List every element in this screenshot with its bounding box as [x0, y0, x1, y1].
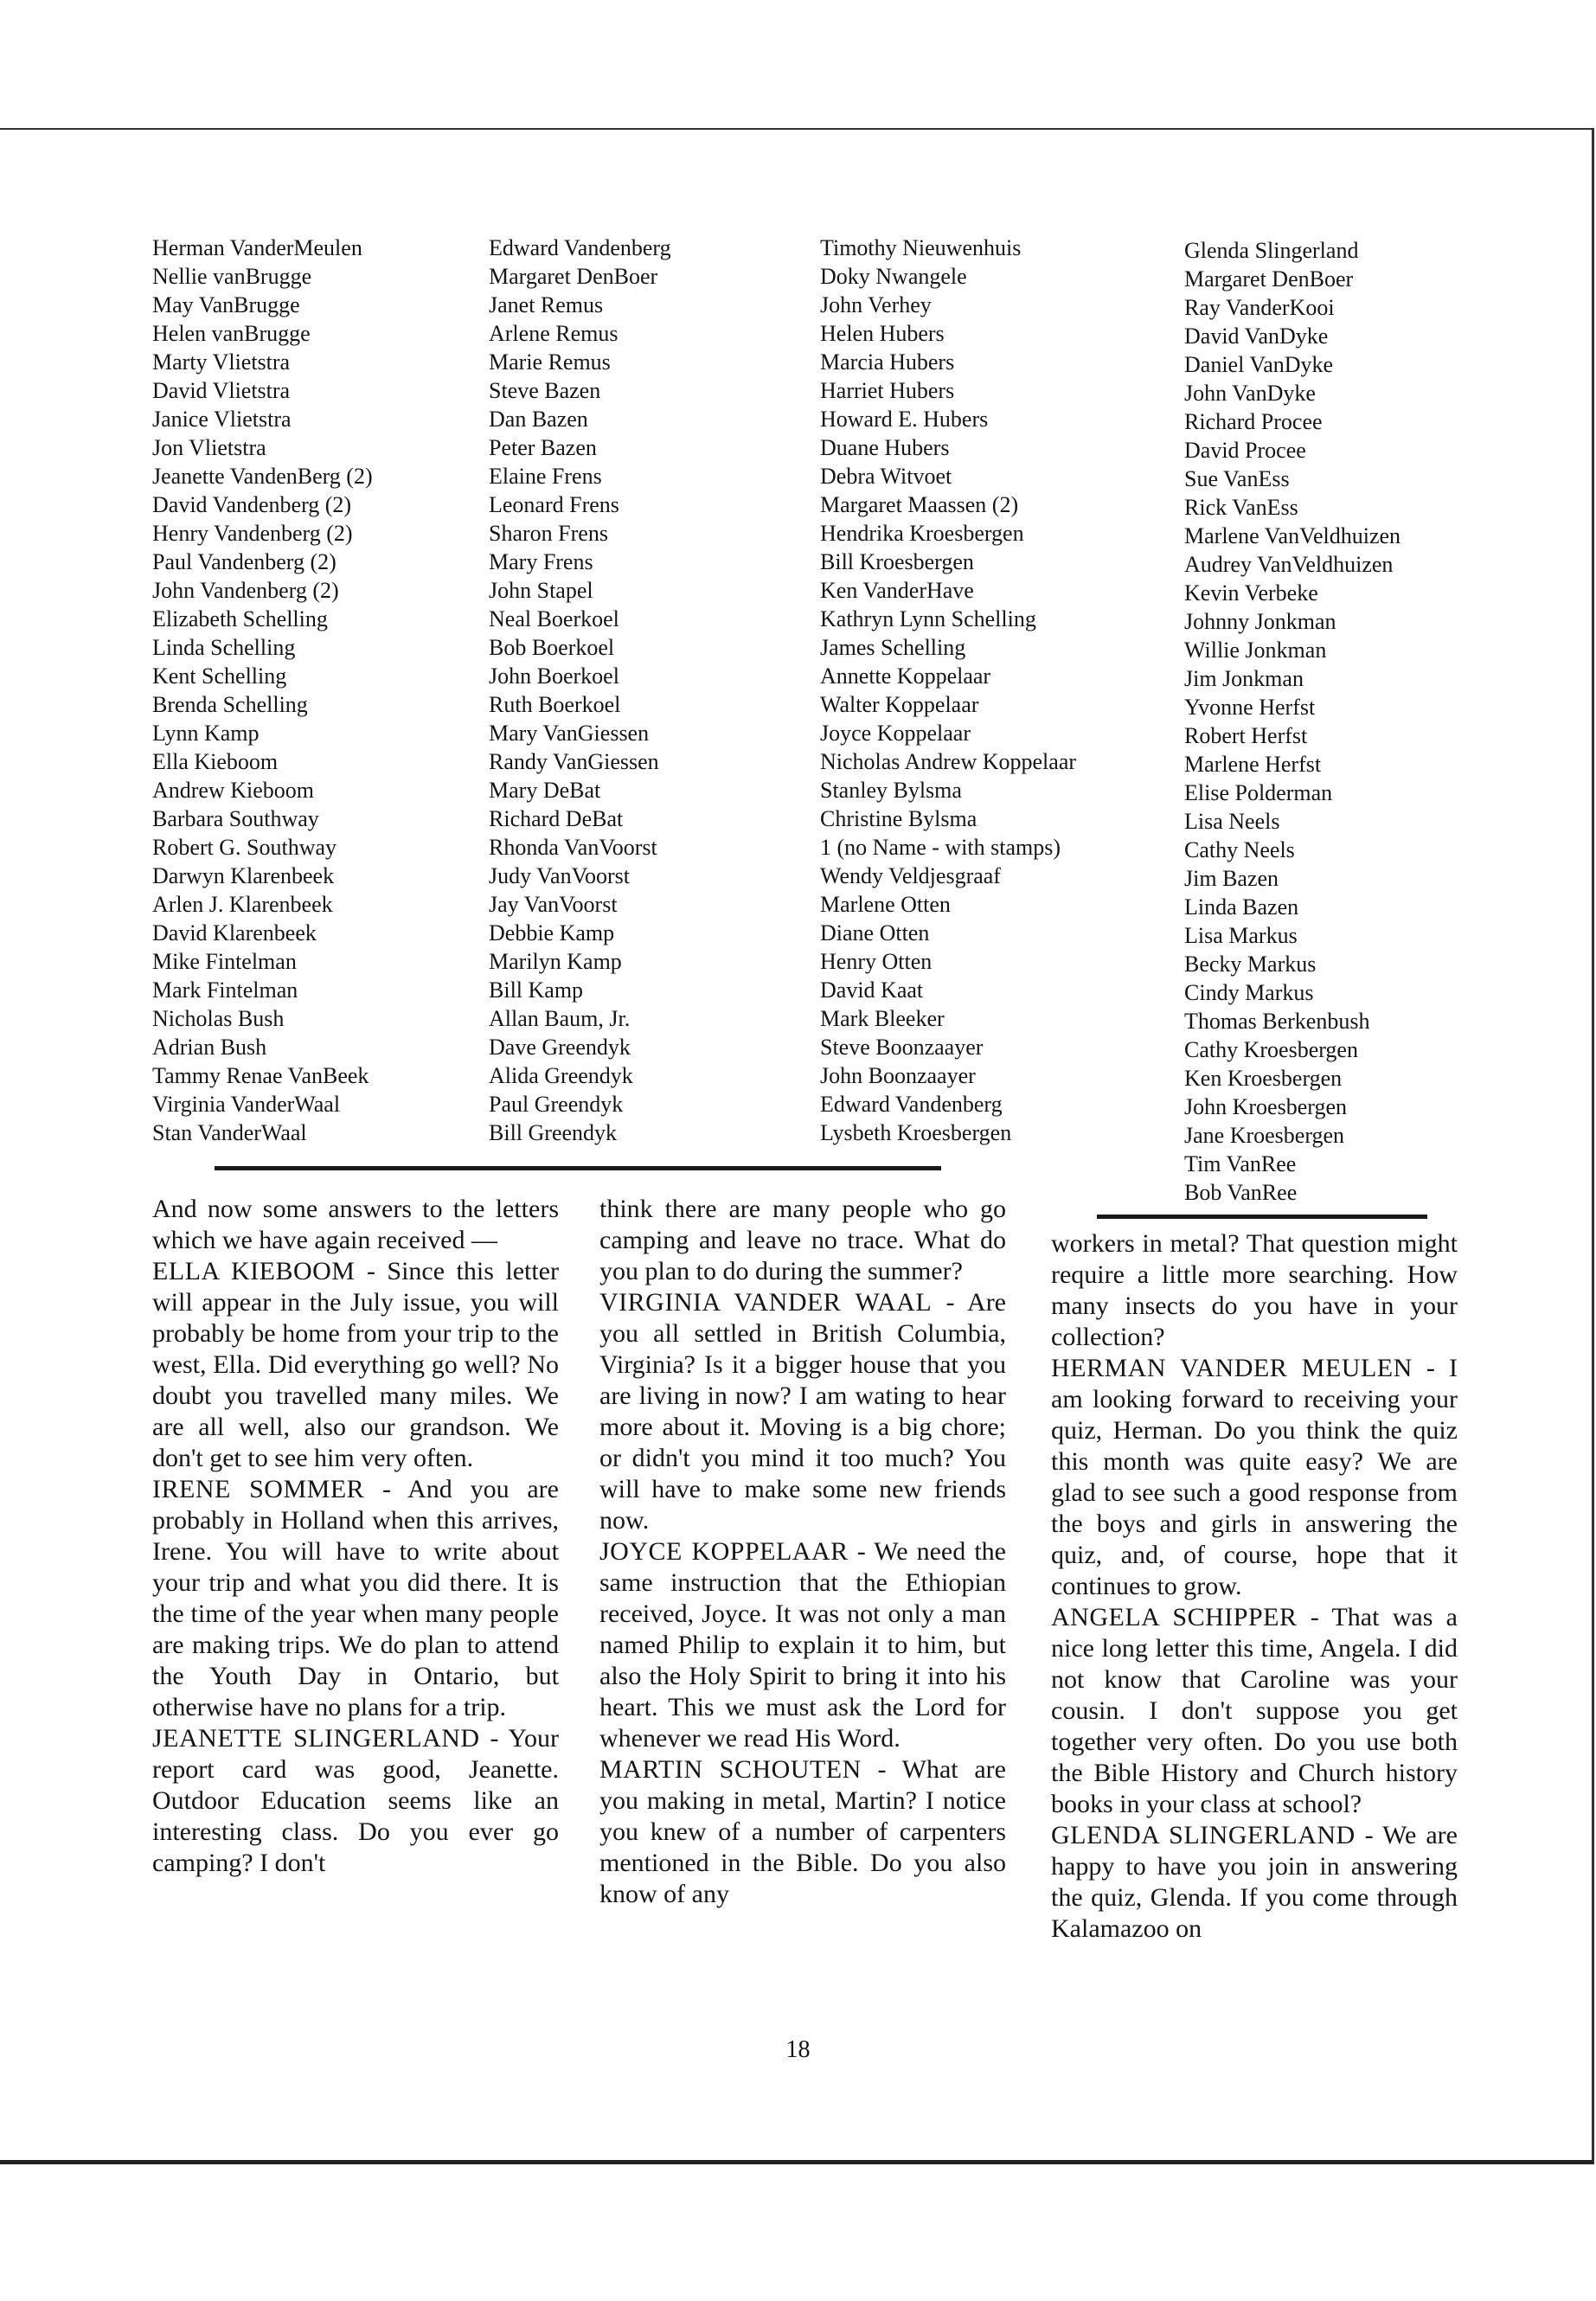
name-entry: Annette Koppelaar	[820, 663, 991, 689]
name-entry: Mark Fintelman	[152, 977, 298, 1003]
name-entry: Christine Bylsma	[820, 806, 977, 831]
name-entry: Marcia Hubers	[820, 349, 955, 375]
name-entry: Ken Kroesbergen	[1184, 1066, 1343, 1091]
name-entry: Linda Bazen	[1184, 894, 1299, 920]
letters-column-3	[1051, 1228, 1458, 1945]
name-entry: Linda Schelling	[152, 635, 296, 660]
name-entry: Ella Kieboom	[152, 749, 279, 774]
name-entry: John VanDyke	[1184, 381, 1316, 406]
name-entry: Jay VanVoorst	[489, 892, 618, 917]
name-entry: Edward Vandenberg	[489, 235, 671, 260]
name-entry: Nicholas Bush	[152, 1006, 285, 1031]
name-entry: Steve Boonzaayer	[820, 1035, 984, 1060]
name-entry: Cathy Kroesbergen	[1184, 1037, 1358, 1062]
page-number: 18	[785, 2036, 811, 2063]
name-entry: John Boerkoel	[489, 663, 619, 689]
name-entry: Ken VanderHave	[820, 578, 974, 603]
addressee-name: ANGELA SCHIPPER	[1051, 1603, 1298, 1631]
reply-continuation: think there are many people who go camping and leave no trace. What do you plan to do during the summer?	[599, 1195, 1006, 1285]
addressee-name: VIRGINIA VANDER WAAL	[599, 1288, 933, 1317]
name-entry: Lysbeth Kroesbergen	[820, 1120, 1012, 1145]
name-entry: Mary VanGiessen	[489, 721, 650, 746]
reply-continuation: workers in metal? That question might require a little more searching. How many insects do you have in your collection?	[1051, 1229, 1458, 1351]
name-entry: Thomas Berkenbush	[1184, 1009, 1370, 1034]
name-entry: Rick VanEss	[1184, 495, 1298, 520]
name-entry: Dave Greendyk	[489, 1035, 631, 1060]
name-entry: Helen Hubers	[820, 321, 945, 346]
name-entry: Margaret DenBoer	[489, 264, 658, 289]
letter-reply	[599, 1536, 1006, 1754]
name-entry: Bob Boerkoel	[489, 635, 615, 660]
name-entry: Marlene Otten	[820, 892, 951, 917]
name-entry: Dan Bazen	[489, 407, 588, 432]
name-entry: Kevin Verbeke	[1184, 580, 1318, 606]
name-entry: Edward Vandenberg	[820, 1092, 1003, 1117]
name-entry: Arlen J. Klarenbeek	[152, 892, 333, 917]
name-entry: Lisa Markus	[1184, 923, 1298, 948]
name-entry: Randy VanGiessen	[489, 749, 659, 774]
name-entry: Duane Hubers	[820, 435, 950, 460]
name-entry: Wendy Veldjesgraaf	[820, 863, 1001, 888]
letters-column-2	[599, 1194, 1006, 1910]
name-entry: Bob VanRee	[1184, 1180, 1298, 1205]
name-entry: David Vandenberg (2)	[152, 492, 352, 517]
name-entry: Audrey VanVeldhuizen	[1184, 552, 1394, 577]
name-entry: Mike Fintelman	[152, 949, 297, 974]
name-entry: Willie Jonkman	[1184, 638, 1327, 663]
name-entry: Doky Nwangele	[820, 264, 967, 289]
name-entry: David Vlietstra	[152, 378, 291, 403]
reply-text: - We are happy to have you join in answering the quiz, Glenda. If you come through Kalamazoo on	[1051, 1821, 1458, 1943]
name-entry: John Vandenberg (2)	[152, 578, 339, 603]
name-entry: Judy VanVoorst	[489, 863, 631, 888]
name-entry: Robert Herfst	[1184, 723, 1308, 748]
letter-reply	[1051, 1820, 1458, 1945]
names-column-1	[152, 234, 373, 1147]
name-entry: Harriet Hubers	[820, 378, 955, 403]
name-entry: Daniel VanDyke	[1184, 352, 1334, 377]
letter-reply	[152, 1256, 559, 1474]
name-entry: Margaret DenBoer	[1184, 266, 1354, 292]
name-entry: Ray VanderKooi	[1184, 295, 1335, 320]
letters-column-1	[152, 1194, 559, 1879]
name-entry: 1 (no Name - with stamps)	[820, 835, 1061, 860]
name-entry: Jim Jonkman	[1184, 666, 1304, 691]
name-entry: Debbie Kamp	[489, 920, 615, 945]
name-entry: Stanley Bylsma	[820, 778, 962, 803]
name-entry: Darwyn Klarenbeek	[152, 863, 335, 888]
name-entry: Adrian Bush	[152, 1035, 267, 1060]
name-entry: Alida Greendyk	[489, 1063, 633, 1088]
name-entry: Kathryn Lynn Schelling	[820, 606, 1036, 631]
reply-text: - Since this letter will appear in the July issue, you will probably be home from your trip to the west, Ella. Did everything go well? No doubt you travelled many miles. We are all well, also our grandson. We don't get to see him very often.	[152, 1257, 559, 1472]
name-entry: John Kroesbergen	[1184, 1094, 1347, 1119]
name-entry: Elizabeth Schelling	[152, 606, 328, 631]
name-entry: Kent Schelling	[152, 663, 287, 689]
addressee-name: IRENE SOMMER	[152, 1475, 365, 1503]
name-entry: Mark Bleeker	[820, 1006, 945, 1031]
name-entry: Brenda Schelling	[152, 692, 308, 717]
name-entry: Tammy Renae VanBeek	[152, 1063, 369, 1088]
name-entry: Becky Markus	[1184, 952, 1317, 977]
reply-text: - That was a nice long letter this time, Angela. I did not know that Caroline was your cousin. I don't suppose you get together very often. Do you use both the Bible History and Church history books in your class at school?	[1051, 1603, 1458, 1818]
name-entry: Andrew Kieboom	[152, 778, 315, 803]
name-entry: Bill Kroesbergen	[820, 549, 974, 574]
name-entry: Richard Procee	[1184, 409, 1323, 434]
name-entry: Timothy Nieuwenhuis	[820, 235, 1022, 260]
name-entry: Bill Kamp	[489, 977, 584, 1003]
name-entry: Elaine Frens	[489, 464, 602, 489]
name-entry: Helen vanBrugge	[152, 321, 311, 346]
name-entry: Bill Greendyk	[489, 1120, 618, 1145]
letter-reply	[1051, 1353, 1458, 1602]
name-entry: Janet Remus	[489, 292, 604, 317]
name-entry: Peter Bazen	[489, 435, 597, 460]
name-entry: Marlene Herfst	[1184, 752, 1322, 777]
name-entry: Virginia VanderWaal	[152, 1092, 341, 1117]
name-entry: Debra Witvoet	[820, 464, 952, 489]
name-entry: Marilyn Kamp	[489, 949, 622, 974]
letter-reply	[599, 1754, 1006, 1910]
name-entry: Paul Vandenberg (2)	[152, 549, 337, 574]
name-entry: Henry Vandenberg (2)	[152, 521, 353, 546]
name-entry: John Verhey	[820, 292, 932, 317]
name-entry: Leonard Frens	[489, 492, 619, 517]
addressee-name: MARTIN SCHOUTEN	[599, 1755, 862, 1784]
section-divider-right	[1097, 1215, 1427, 1219]
name-entry: Nicholas Andrew Koppelaar	[820, 749, 1077, 774]
name-entry: Margaret Maassen (2)	[820, 492, 1019, 517]
name-entry: Cindy Markus	[1184, 980, 1314, 1005]
name-entry: Barbara Southway	[152, 806, 319, 831]
addressee-name: JEANETTE SLINGERLAND	[152, 1724, 480, 1753]
names-column-3	[820, 234, 1076, 1147]
name-entry: Paul Greendyk	[489, 1092, 624, 1117]
names-column-4	[1184, 236, 1401, 1207]
name-entry: Diane Otten	[820, 920, 930, 945]
name-entry: Sharon Frens	[489, 521, 608, 546]
name-entry: David VanDyke	[1184, 324, 1329, 349]
letter-reply	[1051, 1602, 1458, 1820]
intro-paragraph: And now some answers to the letters which we have again received —	[152, 1195, 559, 1254]
reply-text: - Are you all settled in British Columbia, Virginia? Is it a bigger house that you are living in now? I am wating to hear more about it. Moving is a big chore; or didn't you mind it too much? You will have to make some new friends now.	[599, 1288, 1006, 1535]
name-entry: Marlene VanVeldhuizen	[1184, 523, 1401, 548]
name-entry: Jim Bazen	[1184, 866, 1279, 891]
name-entry: Elise Polderman	[1184, 780, 1333, 805]
name-entry: Jeanette VandenBerg (2)	[152, 464, 373, 489]
name-entry: Ruth Boerkoel	[489, 692, 621, 717]
name-entry: Neal Boerkoel	[489, 606, 619, 631]
letter-reply	[152, 1723, 559, 1879]
letter-reply	[599, 1287, 1006, 1536]
name-entry: David Klarenbeek	[152, 920, 317, 945]
name-entry: Joyce Koppelaar	[820, 721, 971, 746]
name-entry: David Kaat	[820, 977, 924, 1003]
addressee-name: ELLA KIEBOOM	[152, 1257, 356, 1285]
name-entry: Mary DeBat	[489, 778, 601, 803]
names-column-2	[489, 234, 671, 1147]
name-entry: Jon Vlietstra	[152, 435, 266, 460]
section-divider	[215, 1166, 941, 1170]
name-entry: Stan VanderWaal	[152, 1120, 307, 1145]
name-entry: Nellie vanBrugge	[152, 264, 312, 289]
name-entry: May VanBrugge	[152, 292, 300, 317]
name-entry: David Procee	[1184, 438, 1306, 463]
name-entry: Howard E. Hubers	[820, 407, 989, 432]
reply-text: - And you are probably in Holland when this arrives, Irene. You will have to write about your trip and what you did there. It is the time of the year when many people are making trips. We do plan to attend the Youth Day in Ontario, but otherwise have no plans for a trip.	[152, 1475, 559, 1721]
letter-reply	[152, 1474, 559, 1723]
reply-text: - I am looking forward to receiving your quiz, Herman. Do you think the quiz this month was quite easy? We are glad to see such a good response from the boys and girls in answering the quiz, and, of course, hope that it continues to grow.	[1051, 1354, 1458, 1600]
name-entry: Herman VanderMeulen	[152, 235, 362, 260]
name-entry: Steve Bazen	[489, 378, 601, 403]
name-entry: Lynn Kamp	[152, 721, 260, 746]
name-entry: Marty Vlietstra	[152, 349, 291, 375]
reply-text: - We need the same instruction that the Ethiopian received, Joyce. It was not only a man named Philip to explain it to him, but also the Holy Spirit to bring it into his heart. This we must ask the Lord for whenever we read His Word.	[599, 1537, 1006, 1753]
addressee-name: HERMAN VANDER MEULEN	[1051, 1354, 1413, 1382]
name-entry: Walter Koppelaar	[820, 692, 979, 717]
name-entry: Yvonne Herfst	[1184, 695, 1316, 720]
name-entry: Hendrika Kroesbergen	[820, 521, 1024, 546]
reply-text: - Your report card was good, Jeanette. Outdoor Education seems like an interesting class. Do you ever go camping? I don't	[152, 1724, 560, 1877]
name-entry: Sue VanEss	[1184, 466, 1290, 491]
name-entry: Arlene Remus	[489, 321, 619, 346]
name-entry: James Schelling	[820, 635, 966, 660]
addressee-name: JOYCE KOPPELAAR	[599, 1537, 849, 1566]
name-entry: Henry Otten	[820, 949, 933, 974]
name-entry: Jane Kroesbergen	[1184, 1123, 1345, 1148]
name-entry: Tim VanRee	[1184, 1151, 1297, 1176]
name-entry: Lisa Neels	[1184, 809, 1280, 834]
addressee-name: GLENDA SLINGERLAND	[1051, 1821, 1356, 1849]
reply-text: - What are you making in metal, Martin? I notice you knew of a number of carpenters mentioned in the Bible. Do you also know of any	[599, 1755, 1006, 1908]
name-entry: Mary Frens	[489, 549, 593, 574]
name-entry: John Boonzaayer	[820, 1063, 976, 1088]
name-entry: Rhonda VanVoorst	[489, 835, 657, 860]
name-entry: Marie Remus	[489, 349, 611, 375]
name-entry: John Stapel	[489, 578, 593, 603]
name-entry: Allan Baum, Jr.	[489, 1006, 631, 1031]
name-entry: Janice Vlietstra	[152, 407, 292, 432]
name-entry: Glenda Slingerland	[1184, 238, 1359, 263]
name-entry: Johnny Jonkman	[1184, 609, 1336, 634]
name-entry: Cathy Neels	[1184, 837, 1295, 862]
name-entry: Richard DeBat	[489, 806, 624, 831]
name-entry: Robert G. Southway	[152, 835, 337, 860]
